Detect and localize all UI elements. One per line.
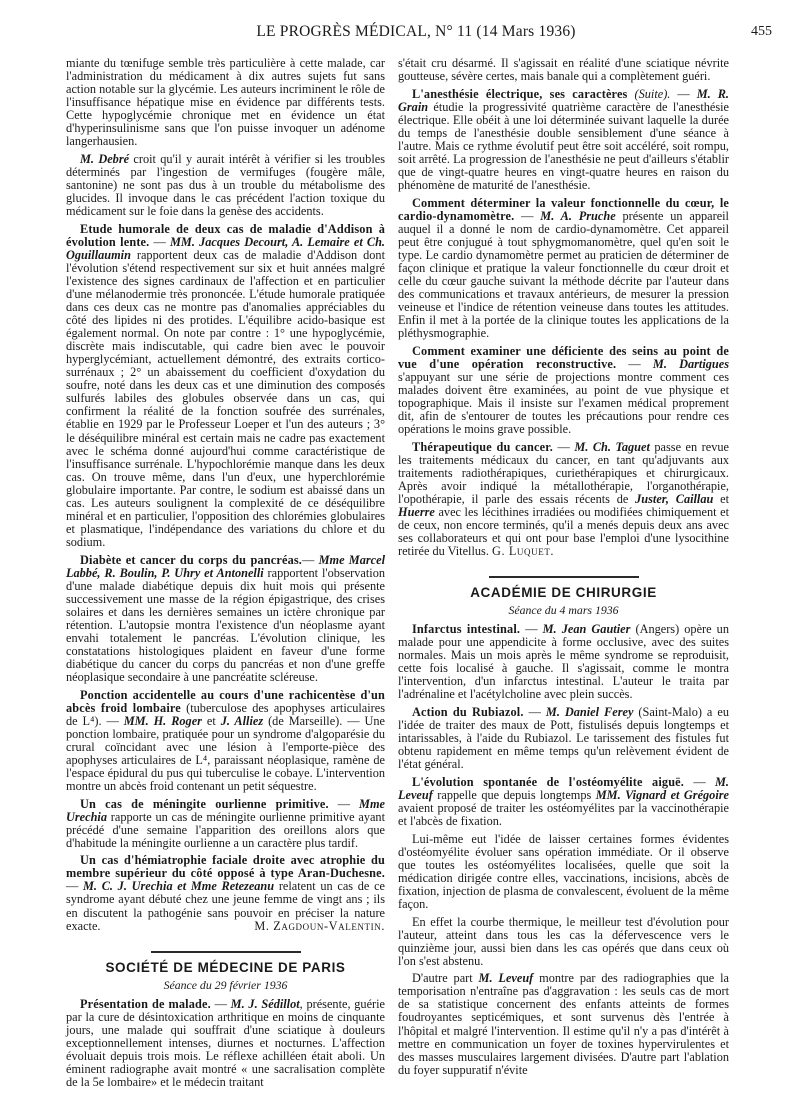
body-text: étudie la progressivité quatrième caractère de l'anesthésie électrique. Elle obéit à une loi déterminée suivant laquelle la durée du temps de l'anesthésie double sensiblement d'une séance à l'autre. Mais ce rythme évolutif peut être soit accéléré, soit rompu, soit arrêté. La progression de l'anesthésie ne peut d'ailleurs s'établir que de vingt-quatre heures en vingt-quatre heures en raison du phénomène de maturité de l'anesthésie. (398, 99, 729, 193)
body-text: et (713, 491, 729, 506)
body-text: D'autre part (412, 971, 479, 986)
article-presentation: Présentation de malade. — M. J. Sédillot, présente, guérie par la cure de désintoxication arthritique en moins de cinquante jours, une malade qui souffrait d'une sciatique à douleurs exceptionnellement intenses, diurnes et nocturnes. L'affection évoluait depuis trois mois. Le réflexe achilléen était aboli. Un éminent radiographe avait montré « une sacralisation complète de la 5e lombaire» et le médecin traitant (66, 996, 386, 1089)
author: Mme Urechia (66, 796, 385, 824)
author: Mme Marcel Labbé, R. Boulin, P. Uhry et Antonelli (66, 552, 385, 580)
article-heading: Un cas d'hémiatrophie faciale droite avec atrophie du membre supérieur du côté opposé à type Aran-Duchesne. (66, 853, 385, 881)
article-seins: Comment examiner une déficiente des seins au point de vue d'une opération reconstructive. — M. Dartigues s'appuyant sur une série de projections montre comment ces malades doivent être examinées, au point de vue physique et topographique. Mais il insiste sur l'examen médical proprement dit, afin de s'entourer de toutes les précautions pour rendre ces opérations le moins grave possible. (398, 343, 729, 437)
author: Juster, Caillau (635, 491, 714, 506)
article-heading: Thérapeutique du cancer. (412, 439, 553, 454)
running-title: LE PROGRÈS MÉDICAL, N° 11 (14 Mars 1936) (256, 23, 576, 40)
body-text: et (201, 713, 221, 728)
body-text: (Saint-Malo) a eu l'idée de traiter des maux de Pott, fistulisés depuis longtemps et intarissables, à l'aide du Rubiazol. Le tarissement des fistules fut obtenu rapidement en même temps qu'un relèvement évident de l'état général. (398, 705, 729, 772)
body-text: croit qu'il y aurait intérêt à vérifier si les troubles déterminés par l'ingestion de vermifuges (fougère mâle, santonine) ne sont pas dus à un trouble du métabolisme des glucides. Il invoque dans le cas précédent l'action toxique du médicament sur le foie dans la genèse des accidents. (66, 151, 385, 219)
article-rubiazol: Action du Rubiazol. — M. Daniel Ferey (Saint-Malo) a eu l'idée de traiter des maux de Pott, fistulisés depuis longtemps et intarissables, à l'aide du Rubiazol. Le tarissement des fistules fut obtenu rapidement en même temps qu'un relèvement évident de l'état général. (398, 705, 729, 772)
right-column (398, 57, 729, 1081)
author: M. Daniel Ferey (545, 705, 634, 720)
body-text: passe en revue les traitements médicaux du cancer, en tant qu'adjuvants aux traitements radiothérapiques, curiethérapiques et chirurgicaux. Après avoir indiqué la métallothérapie, l'organothérapie, l'opothérapie, il parle des essais récents de (398, 439, 729, 506)
article-anesthesie: L'anesthésie électrique, ses caractères (Suite). — M. R. Grain étudie la progressivité quatrième caractère de l'anesthésie électrique. Elle obéit à une loi déterminée suivant laquelle la durée du temps de l'anesthésie double sensiblement d'une séance à l'autre. Mais ce rythme évolutif peut être soit accéléré, soit rompu, soit arrêté. La progression de l'anesthésie ne peut d'ailleurs s'établir que de vingt-quatre heures en vingt-quatre heures en raison du phénomène de maturité de l'anesthésie. (398, 86, 729, 193)
signature: M. Zagdoun-Valentin. (254, 918, 385, 933)
article-heading: Ponction accidentelle au cours d'une rachicentèse d'un abcès froid lombaire (66, 687, 385, 715)
left-column (66, 57, 385, 1094)
paragraph: miante du tœnifuge semble très particulière à cette malade, car l'administration du médicament à dix autres sujets fut sans action notable sur la glycémie. Les auteurs incriminent le rôle de l'insuffisance hépatique mise en évidence par différents tests. Cette hypoglycémie chronique met en évidence un état d'hyperinsulinisme sans que l'on puisse invoquer un adénome langerhausien. (66, 56, 385, 149)
body-text: relatent un cas de ce syndrome ayant débuté chez une jeune femme de vingt ans ; ils en discutent la pathogénie sans pouvoir en préciser la nature exacte. (66, 879, 386, 933)
article-heading: Action du Rubiazol. (412, 705, 524, 720)
section-date: Séance du 29 février 1936 (163, 977, 288, 992)
body-text: s'appuyant sur une série de projections montre comment ces malades doivent être examinées, au point de vue physique et topographique. Mais il insiste sur l'examen médical proprement dit, afin de s'entourer de toutes les précautions pour rendre ces opérations le moins grave possible. (398, 369, 729, 437)
article-ponction (66, 689, 385, 793)
author: M. Debré (80, 151, 130, 166)
author: M. Jean Gautier (542, 622, 631, 637)
article-heading: Infarctus intestinal. (412, 622, 521, 637)
section-academie-chirurgie (398, 568, 729, 617)
author: M. A. Pruche (540, 208, 616, 223)
article-hemiatrophie: Un cas d'hémiatrophie faciale droite avec atrophie du membre supérieur du côté opposé à type Aran-Duchesne. — M. C. J. Urechia et Mme Retezeanu relatent un cas de ce syndrome ayant débuté chez une jeune femme de vingt ans ; ils en discutent la pathogénie sans pouvoir en préciser la nature exacte. M. Zagdoun-Valentin. (66, 853, 386, 933)
article-meningite: Un cas de méningite ourlienne primitive. — Mme Urechia rapporte un cas de méningite ourlienne primitive ayant précédé d'une semaine l'apparition des oreillons alors que d'habitude la méningite ourlienne a un caractère plus tardif. (66, 796, 385, 850)
body-text: montre par des radiographies que la temporisation n'entraîne pas d'aggravation : les seuls cas de mort de sa statistique concernent des enfants atteints de formes foudroyantes septicémiques, et sont survenus dès l'entrée à l'hôpital et malgré l'intervention. Il estime qu'il n'y a pas d'intérêt à mettre en communication un foyer de toxines hypervirulentes et des masses musculaires largement divisées. D'autre part l'ablation du foyer suppuratif n'évite (398, 971, 729, 1077)
author: MM. H. Roger (123, 713, 202, 728)
article-heading: Diabète et cancer du corps du pancréas. (80, 552, 303, 567)
body-text: avaient proposé de traiter les ostéomyélites par la vaccinothérapie et l'abcès de fixation. (398, 801, 729, 829)
body-text: , présente, guérie par la cure de désintoxication arthritique en moins de cinquante jours, une malade qui souffrait d'une sciatique à douleurs exceptionnellement intenses, diurnes et nocturnes. L'affection évoluait depuis trois mois. Le réflexe achilléen était aboli. Un éminent radiographe avait montré « une sacralisation complète de la 5e lombaire» et le médecin traitant (66, 996, 386, 1089)
body-text: rapporte un cas de méningite ourlienne primitive ayant précédé d'une semaine l'apparition des oreillons alors que d'habitude la méningite ourlienne a un caractère plus tardif. (66, 809, 385, 850)
article-diabete: Diabète et cancer du corps du pancréas.— Mme Marcel Labbé, R. Boulin, P. Uhry et Antonelli rapportent l'observation d'une malade diabétique depuis dix huit mois qui présente successivement une masse de la région épigastrique, des crises solaires et dans les dernières semaines un ictère chronique par rétention. L'autopsie montra l'existence d'un néoplasme ayant envahi totalement le pancréas. L'évolution clinique, les constatations histologiques plaident en faveur d'une forme diabétique du cancer du corps du pancréas et non d'une greffe néoplasique secondaire à une pancréatite scléreuse. (66, 552, 385, 684)
article-cancer: Thérapeutique du cancer. — M. Ch. Taguet passe en revue les traitements médicaux du cancer, en tant qu'adjuvants aux traitements radiothérapiques, curiethérapiques et chirurgicaux. Après avoir indiqué la métallothérapie, l'organothérapie, l'opothérapie, il parle des essais récents de Juster, Caillau et Huerre avec les lécithines irradiées ou modifiées chimiquement et de ceux, non encore terminés, qu'il a menés depuis deux ans avec ses collaborateurs et qui ont pour base l'emploi d'une lysocithine retirée du Vitellus. G. Luquet. (398, 439, 729, 559)
suite-note: (Suite). (634, 86, 671, 101)
article-heading: Comment déterminer la valeur fonctionnelle du cœur, le cardio-dynamomètre. (398, 195, 729, 223)
author: M. Leveuf (478, 971, 534, 986)
body-text: rapportent l'observation d'une malade diabétique depuis dix huit mois qui présente successivement une masse de la région épigastrique, des crises solaires et dans les dernières semaines un ictère chronique par rétention. L'autopsie montra l'existence d'un néoplasme ayant envahi totalement le pancréas. L'évolution clinique, les constatations histologiques plaident en faveur d'une forme diabétique du cancer du corps du pancréas et non d'une greffe néoplasique secondaire à une pancréatite scléreuse. (66, 565, 385, 684)
body-text: (de Marseille). — Une ponction lombaire, pratiquée pour un syndrome d'algoparésie du crural coïncidant avec une lésion à l'emporte-pièce des apophyses articulaires de L⁴, paraissant néoplasique, ramène de l'espace épidural du pus qui tuberculise le cobaye. L'intervention montre un abcès froid contenant un petit séquestre. (66, 713, 385, 793)
author: MM. Vignard et Grégoire (595, 787, 729, 802)
article-heading: Un cas de méningite ourlienne primitive. (80, 796, 329, 811)
body-text: (Angers) opère un malade pour une appendicite à forme occlusive, avec des suites normales. Mais un mois après le même syndrome se reproduisit, cette fois localisé à gauche. Il s'agissait, comme le montra l'intervention, d'un infarctus intestinal. L'auteur le traita par l'adrénaline et l'acétylcholine avec plein succès. (398, 622, 729, 702)
author: M. R. Grain (398, 86, 729, 114)
paragraph: s'était cru désarmé. Il s'agissait en réalité d'une sciatique névrite goutteuse, sévère certes, mais banale qui a complètement guéri. (398, 56, 729, 84)
paragraph: En effet la courbe thermique, le meilleur test d'évolution pour l'auteur, atteint dans tous les cas la défervescence vers le quinzième jour, aussi bien dans les cas opérés que dans ceux où l'on s'est abstenu. (398, 914, 729, 968)
body-text: rapportent deux cas de maladie d'Addison dont l'évolution s'étend respectivement sur six et huit années malgré l'existence des signes cardinaux de l'affection et en particulier d'une mélanodermie très prononcée. L'étude humorale pratiquée dans ces deux cas ne montre pas d'anomalies appréciables du côté des lipides ni des protides. L'équilibre acido-basique est également normal. On note par contre : 1° une hypoglycémie, discrète mais indiscutable, qui cadre bien avec le pouvoir hyperglycémiant, actuellement démontré, des extraits cortico-surrénaux ; 2° un abaissement du coefficient d'oxydation du soufre, noté dans les deux cas et une diminution des composés sulfurés labiles des globules observée dans un cas, qui confirment la réalité de la fonction soufrée des surrénales, établie en 1929 par le Professeur Loeper et l'un des auteurs ; 3° le déséquilibre minéral est certain mais ne cadre pas exactement avec le schéma donné aujourd'hui comme caractéristique de l'insuffisance surrénale. L'hypochlorémie manque dans les deux cas. On trouve même, dans l'un d'eux, une hyperchlorémie globulaire importante. Par contre, le sodium est abaissé dans un cas. Les auteurs soulignent la complexité de ce déséquilibre minéral et en particulier, l'opposition des chlorémies globulaires et plasmatique, l'indépendance des variations du chlore et du sodium. (66, 247, 385, 549)
author: M. Dartigues (652, 356, 729, 371)
paragraph (398, 972, 729, 1076)
signature: G. Luquet. (491, 544, 555, 559)
body-text: (tuberculose des apophyses articulaires de L⁴). — (66, 700, 385, 728)
article-heading: L'évolution spontanée de l'ostéomyélite aiguë. (412, 774, 685, 789)
section-rule (151, 951, 301, 953)
body-text: rappelle que depuis longtemps (432, 787, 596, 802)
article-infarctus: Infarctus intestinal. — M. Jean Gautier (Angers) opère un malade pour une appendicite à forme occlusive, avec des suites normales. Mais un mois après le même syndrome se reproduisit, cette fois localisé à gauche. Il s'agissait, comme le montra l'intervention, d'un infarctus intestinal. L'auteur le traita par l'adrénaline et l'acétylcholine avec plein succès. (398, 622, 729, 702)
paragraph: Lui-même eut l'idée de laisser certaines formes évidentes d'ostéomyélite évoluer sans opération immédiate. Or il observe que toutes les ostéomyélites localisées, quelle que soit la médication dirigée contre elles, vaccinations, incisions, abcès de fixation, injection de plasma de convalescent, évoluent de la même façon. (398, 831, 729, 911)
page-header (60, 23, 772, 45)
page-number: 455 (751, 24, 772, 39)
author: MM. Jacques Decourt, A. Lemaire et Ch. Oguillaumin (66, 234, 386, 262)
article-heading: Etude humorale de deux cas de maladie d'Addison à évolution lente. (66, 221, 385, 249)
article-cardio: Comment déterminer la valeur fonctionnelle du cœur, le cardio-dynamomètre. — M. A. Pruche présente un appareil auquel il a donné le nom de cardio-dynamomètre. Cet appareil peut être conjugué à tout sphygmomanomètre, quel qu'en soit le type. Le cardio dynamomètre permet au praticien de déterminer de façon clinique et pratique la valeur fonctionnelle du cœur droit et celle du cœur gauche suivant la méthode décrite par l'auteur dans des communications et travaux antérieurs, de mesurer la pression veineuse et l'indice de rétention veineuse dans toutes les attitudes. Enfin il met à la portée de la clinique toutes les applications de la pléthysmographie. (398, 195, 729, 341)
article-heading: Comment examiner une déficiente des seins au point de vue d'une opération reconstructive. (398, 343, 729, 371)
body-text: présente un appareil auquel il a donné le nom de cardio-dynamomètre. Cet appareil peut être conjugué à tout sphygmomanomètre, quel qu'en soit le type. Le cardio dynamomètre permet au praticien de déterminer de façon clinique et pratique la valeur fonctionnelle du cœur droit et celle du cœur gauche suivant la méthode décrite par l'auteur dans des communications et travaux antérieurs, de mesurer la pression veineuse et l'indice de rétention veineuse dans toutes les attitudes. Enfin il met à la portée de la clinique toutes les applications de la pléthysmographie. (398, 208, 729, 341)
author: M. J. Sédillot (230, 996, 300, 1011)
author: Huerre (398, 504, 435, 519)
article-osteomyelite: L'évolution spontanée de l'ostéomyélite aiguë. — M. Leveuf rappelle que depuis longtemps MM. Vignard et Grégoire avaient proposé de traiter les ostéomyélites par la vaccinothérapie et l'abcès de fixation. (398, 774, 729, 829)
section-societe-medecine (66, 943, 385, 992)
section-title: ACADÉMIE DE CHIRURGIE (470, 585, 657, 601)
paragraph-debre (66, 153, 385, 218)
section-title: SOCIÉTÉ DE MÉDECINE DE PARIS (105, 959, 346, 975)
article-heading: L'anesthésie électrique, ses caractères (412, 86, 628, 101)
article-heading: Présentation de malade. (80, 996, 211, 1011)
author: J. Alliez (220, 713, 264, 728)
author: M. Leveuf (398, 774, 729, 802)
article-addison: Etude humorale de deux cas de maladie d'Addison à évolution lente. — MM. Jacques Decourt, A. Lemaire et Ch. Oguillaumin rapportent deux cas de maladie d'Addison dont l'évolution s'étend respectivement sur six et huit années malgré l'existence des signes cardinaux de l'affection et en particulier d'une mélanodermie très prononcée. L'étude humorale pratiquée dans ces deux cas ne montre pas d'anomalies appréciables du côté des lipides ni des protides. L'équilibre acido-basique est également normal. On note par contre : 1° une hypoglycémie, discrète mais indiscutable, qui cadre bien avec le pouvoir hyperglycémiant, actuellement démontré, des extraits cortico-surrénaux ; 2° un abaissement du coefficient d'oxydation du soufre, noté dans les deux cas et une diminution des composés sulfurés labiles des globules observée dans un cas, qui confirment la réalité de la fonction soufrée des surrénales, établie en 1929 par le Professeur Loeper et l'un des auteurs ; 3° le déséquilibre minéral est certain mais ne cadre pas exactement avec le schéma donné aujourd'hui comme caractéristique de l'insuffisance surrénale. L'hypochlorémie manque dans les deux cas. On trouve même, dans l'un d'eux, une hyperchlorémie globulaire importante. Par contre, le sodium est abaissé dans un cas. Les auteurs soulignent la complexité de ce déséquilibre minéral et en particulier, l'opposition des chlorémies globulaires et plasmatique, l'indépendance des variations du chlore et du sodium. (66, 221, 386, 549)
section-date: Séance du 4 mars 1936 (508, 603, 619, 618)
author: M. C. J. Urechia et Mme Retezeanu (83, 879, 275, 894)
body-text: avec les lécithines irradiées ou modifiées chimiquement et de ceux, non encore terminés, qu'il a menés depuis deux ans avec ses collaborateurs et qui ont pour base l'emploi d'une lysocithine retirée du Vitellus. (398, 504, 729, 559)
section-rule (489, 576, 639, 578)
author: M. Ch. Taguet (574, 439, 650, 454)
